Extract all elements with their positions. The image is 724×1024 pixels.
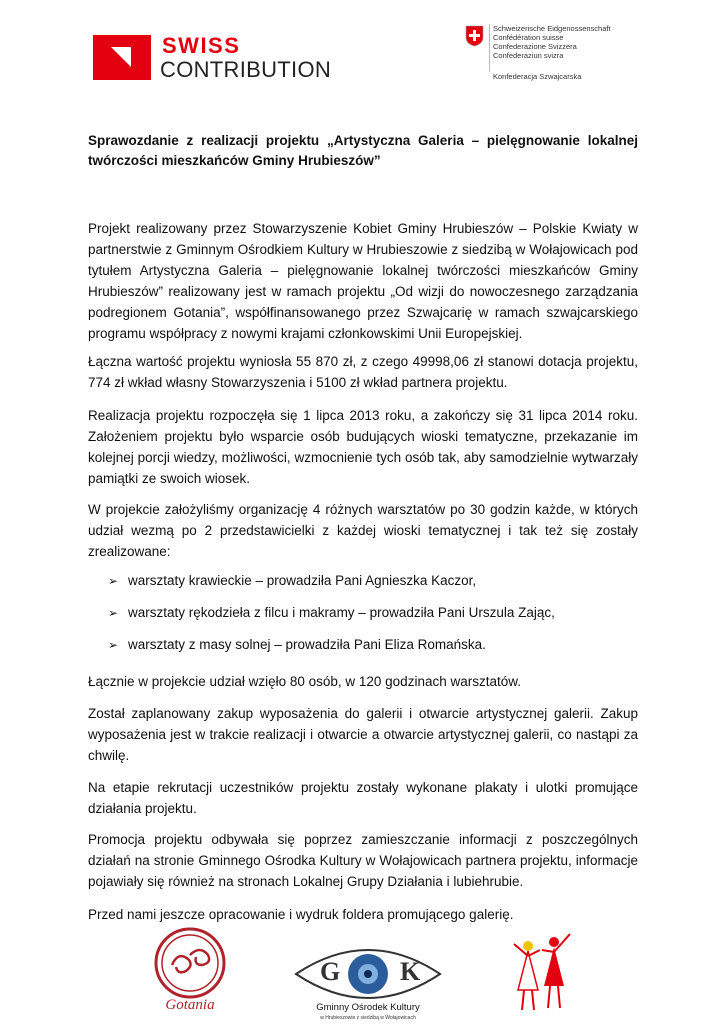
swiss-logo-text: SWISS bbox=[162, 33, 241, 58]
arrow-bullet-icon: ➢ bbox=[108, 574, 119, 588]
gotania-logo-label: Gotania bbox=[165, 997, 215, 1013]
contribution-logo-text: CONTRIBUTION bbox=[160, 57, 332, 82]
paragraph-value: Łączna wartość projektu wyniosła 55 870 zł, z czego 49998,06 zł stanowi dotacja projektu, 774 zł wkład własny Stowarzyszenia i 5100 zł wkład partnera projektu. bbox=[88, 354, 638, 390]
paragraph-promotion: Promocja projektu odbywała się poprzez zamieszczanie informacji z poszczególnych działań na stronie Gminnego Ośrodka Kultury w Wołajowicach partnera projektu, informacje pojawiały się również na stronach Lokalnej Grupy Działania i lubiehrubie. bbox=[88, 832, 638, 889]
confederation-divider bbox=[489, 24, 490, 72]
list-item: ➢ warsztaty z masy solnej – prowadziła Pani Eliza Romańska. bbox=[108, 635, 486, 655]
paragraph-participants: Łącznie w projekcie udział wzięło 80 osób, w 120 godzinach warsztatów. bbox=[88, 674, 521, 689]
svg-text:G: G bbox=[320, 957, 341, 986]
arrow-bullet-icon: ➢ bbox=[108, 638, 119, 652]
polskie-kwiaty-logo bbox=[510, 930, 574, 1016]
svg-text:K: K bbox=[400, 957, 421, 986]
swiss-coat-of-arms-icon bbox=[465, 25, 484, 47]
paragraph-workshops: W projekcie założyliśmy organizację 4 różnych warsztatów po 30 godzin każde, w których udział wezmą po 2 przedstawicielki z każdej wioski tematycznej i tak też się zostały zrealizowane: bbox=[88, 502, 638, 559]
gotania-logo bbox=[140, 925, 240, 1013]
list-item: ➢ warsztaty rękodzieła z filcu i makramy – prowadziła Pani Urszula Zając, bbox=[108, 603, 555, 623]
gok-logo bbox=[288, 940, 448, 1022]
list-item: ➢ warsztaty krawieckie – prowadziła Pani Agnieszka Kaczor, bbox=[108, 571, 476, 591]
gok-logo-title: Gminny Ośrodek Kultury bbox=[316, 1002, 420, 1013]
paragraph-next-steps: Przed nami jeszcze opracowanie i wydruk foldera promującego galerię. bbox=[88, 907, 514, 922]
swiss-contribution-logo-square bbox=[93, 35, 151, 80]
document-title: Sprawozdanie z realizacji projektu „Artystyczna Galeria – pielęgnowanie lokalnej twórczości mieszkańców Gminy Hrubieszów” bbox=[88, 133, 638, 168]
confederation-polish-name: Konfederacja Szwajcarska bbox=[493, 72, 582, 81]
gok-logo-subtitle: w Hrubieszowie z siedzibą w Wołajowicach bbox=[320, 1015, 416, 1021]
paragraph-timeline: Realizacja projektu rozpoczęła się 1 lipca 2013 roku, a zakończy się 31 lipca 2014 roku. Założeniem projektu było wsparcie osób budujących wioski tematyczne, przekazanie im kolejnej porcji wiedzy, możliwości, wzmocnienie tych osób tak, aby samodzielnie wytwarzały pamiątki ze swoich wiosek. bbox=[88, 408, 638, 486]
paragraph-gallery: Został zaplanowany zakup wyposażenia do galerii i otwarcie artystycznej galerii. Zakup wyposażenia jest w trakcie realizacji i otwarcie a otwarcie artystycznej galerii, co nastąpi za chwilę. bbox=[88, 706, 638, 763]
confederation-names: Schweizerische Eidgenossenschaft Confédération suisse Confederazione Svizzera Confederaziun svizra bbox=[493, 24, 611, 60]
arrow-bullet-icon: ➢ bbox=[108, 606, 119, 620]
paragraph-recruitment: Na etapie rekrutacji uczestników projektu zostały wykonane plakaty i ulotki promujące działania projektu. bbox=[88, 780, 638, 816]
paragraph-intro: Projekt realizowany przez Stowarzyszenie Kobiet Gminy Hrubieszów – Polskie Kwiaty w partnerstwie z Gminnym Ośrodkiem Kultury w Hrubieszowie z siedzibą w Wołajowicach pod tytułem Artystyczna Galeria – pielęgnowanie lokalnej twórczości mieszkańców Gminy Hrubieszów” realizowany jest w ramach projektu „Od wizji do nowoczesnego zarządzania podregionem Gotania”, współfinansowanego przez Szwajcarię w ramach szwajcarskiego programu współpracy z nowymi krajami członkowskimi Unii Europejskiej. bbox=[88, 221, 638, 341]
